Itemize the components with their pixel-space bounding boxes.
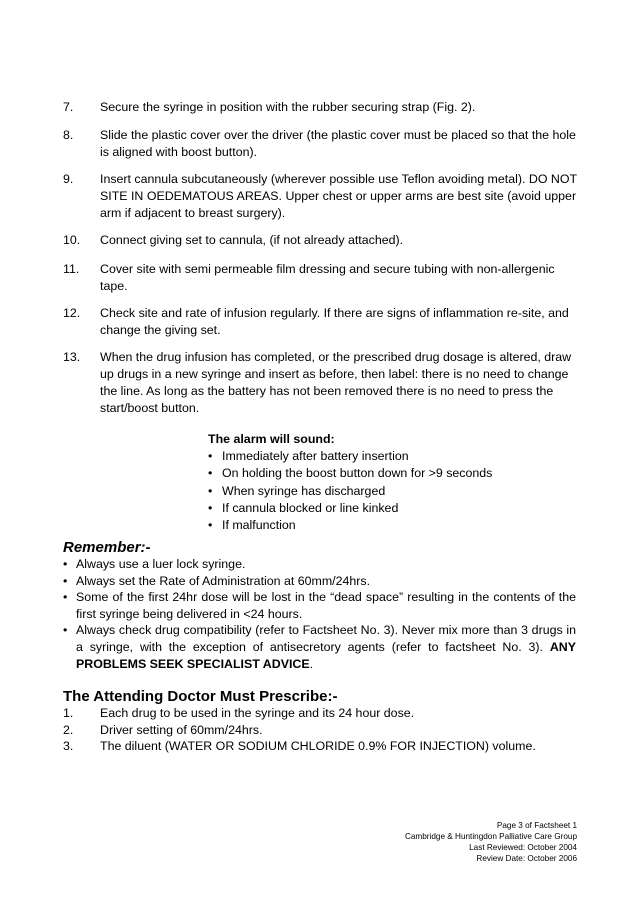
- step-number: 11.: [63, 262, 80, 276]
- step-text: Connect giving set to cannula, (if not already attached).: [100, 233, 404, 247]
- item-number: 2.: [63, 722, 74, 737]
- list-item-text: When syringe has discharged: [222, 483, 386, 498]
- advice-suffix: .: [309, 656, 314, 671]
- list-item: [63, 738, 583, 755]
- list-item-text: If cannula blocked or line kinked: [222, 500, 399, 515]
- list-item: [63, 722, 583, 739]
- bullet-icon: •: [208, 500, 213, 515]
- bullet-icon: •: [63, 557, 68, 571]
- step-text: Slide the plastic cover over the driver (the plastic cover must be placed so that the hole is aligned with boost button).: [100, 128, 576, 159]
- list-item-text: Always check drug compatibility (refer to Factsheet No. 3). Never mix more than 3 drugs in a syringe, with the exception of antisecretory agents (refer to factsheet No. 3).: [76, 623, 576, 654]
- bullet-icon: •: [208, 449, 213, 464]
- bullet-icon: •: [63, 573, 68, 588]
- specialist-advice-text: ANY PROBLEMS SEEK SPECIALIST ADVICE: [76, 639, 576, 671]
- footer-organisation: Cambridge & Huntingdon Palliative Care Group: [404, 832, 577, 841]
- list-item: [63, 589, 576, 622]
- footer-review-date: Review Date: October 2006: [476, 854, 577, 863]
- list-item-text: Some of the first 24hr dose will be lost in the “dead space” resulting in the contents of the first syringe being delivered in <24 hours.: [76, 590, 576, 621]
- bullet-icon: •: [63, 590, 68, 605]
- list-item: [208, 500, 492, 517]
- item-number: 3.: [63, 739, 74, 754]
- doctor-heading: The Attending Doctor Must Prescribe:-: [63, 688, 338, 705]
- list-item-text: Always set the Rate of Administration at 60mm/24hrs.: [76, 573, 371, 588]
- step-number: 12.: [63, 306, 81, 320]
- item-number: 1.: [63, 706, 74, 720]
- step-text: Secure the syringe in position with the rubber securing strap (Fig. 2).: [100, 100, 476, 114]
- step-number: 10.: [63, 233, 81, 247]
- alarm-list: [208, 448, 492, 534]
- list-item: [63, 622, 576, 672]
- list-item-text: On holding the boost button down for >9 seconds: [222, 466, 493, 481]
- bullet-icon: •: [208, 466, 213, 481]
- bullet-icon: •: [63, 623, 68, 638]
- step-number: 9.: [63, 172, 74, 186]
- alarm-section: [208, 431, 492, 534]
- list-item: [208, 483, 492, 500]
- remember-heading: Remember:-: [63, 539, 151, 556]
- list-item: [63, 573, 576, 590]
- step-number: 13.: [63, 350, 81, 364]
- step-text: Cover site with semi permeable film dressing and secure tubing with non-allergenic tape.: [100, 262, 555, 293]
- bullet-icon: •: [208, 518, 213, 533]
- step-number: 8.: [63, 128, 74, 142]
- list-item-text: If malfunction: [222, 518, 296, 533]
- list-item: [208, 517, 492, 534]
- list-item: [63, 705, 583, 722]
- remember-list: [63, 556, 576, 672]
- list-item: [208, 465, 492, 482]
- alarm-heading: The alarm will sound:: [208, 432, 335, 446]
- page-footer: [405, 820, 577, 864]
- bullet-icon: •: [208, 483, 213, 498]
- item-text: The diluent (WATER OR SODIUM CHLORIDE 0.9% FOR INJECTION) volume.: [100, 739, 536, 754]
- item-text: Each drug to be used in the syringe and its 24 hour dose.: [100, 706, 415, 720]
- list-item: [208, 448, 492, 465]
- step-text: Check site and rate of infusion regularly. If there are signs of inflammation re-site, and change the giving set.: [100, 306, 569, 337]
- step-text: Insert cannula subcutaneously (wherever possible use Teflon avoiding metal). DO NOT SITE IN OEDEMATOUS AREAS. Upper chest or upper arms are best site (avoid upper arm if adjacent to breast surgery).: [100, 172, 577, 220]
- doctor-list: [63, 705, 583, 755]
- item-text: Driver setting of 60mm/24hrs.: [100, 722, 263, 737]
- list-item-text: Always use a luer lock syringe.: [76, 557, 246, 571]
- step-text: When the drug infusion has completed, or the prescribed drug dosage is altered, draw up drugs in a new syringe and insert as before, then label: there is no need to change the line. As long as the battery has not been removed there is no need to press the start/boost button.: [100, 350, 572, 415]
- step-number: 7.: [63, 100, 74, 114]
- footer-page-number: Page 3 of Factsheet 1: [496, 821, 577, 830]
- footer-last-reviewed: Last Reviewed: October 2004: [469, 843, 577, 852]
- list-item: [63, 556, 576, 573]
- list-item-text: Immediately after battery insertion: [222, 449, 409, 464]
